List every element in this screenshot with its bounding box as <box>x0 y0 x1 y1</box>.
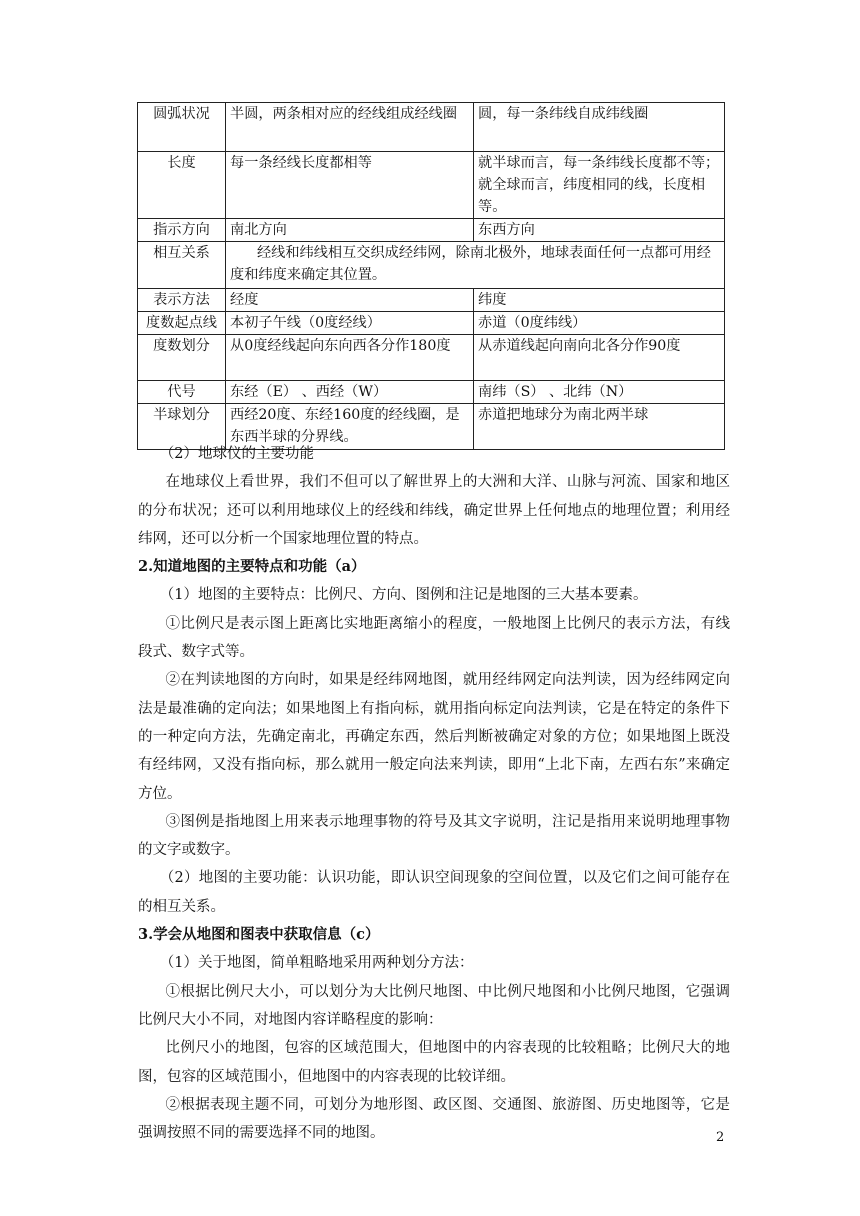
paragraph: （1）关于地图，简单粗略地采用两种划分方法： <box>159 955 474 972</box>
relation-cell: 经线和纬线相互交织成经纬网，除南北极外，地球表面任何一点都可用经度和纬度来确定其位置。 <box>226 242 725 289</box>
row-label: 相互关系 <box>138 242 226 289</box>
table-row <box>138 312 725 335</box>
meridian-parallel-table <box>137 102 725 450</box>
meridian-cell: 半圆，两条相对应的经线组成经线圈 <box>226 103 474 152</box>
body-text <box>138 440 730 1147</box>
table-row <box>138 152 725 219</box>
row-label: 表示方法 <box>138 289 226 312</box>
meridian-cell: 本初子午线（0度经线） <box>226 312 474 335</box>
parallel-cell: 圆，每一条纬线自成纬线圈 <box>474 103 725 152</box>
meridian-cell: 西经20度、东经160度的经线圈，是东西半球的分界线。 <box>226 404 474 450</box>
subheading-globe-function: （2）地球仪的主要功能 <box>159 446 314 462</box>
paragraph: 比例尺小的地图，包容的区域范围大，但地图中的内容表现的比较粗略；比例尺大的地图，包容的区域范围小，但地图中的内容表现的比较详细。 <box>138 1040 730 1085</box>
section-heading-2: 2.知道地图的主要特点和功能（a） <box>138 558 366 576</box>
table-row <box>138 103 725 152</box>
parallel-cell: 赤道把地球分为南北两半球 <box>474 404 725 450</box>
row-label: 度数起点线 <box>138 312 226 335</box>
parallel-cell: 南纬（S） 、北纬（N） <box>474 381 725 404</box>
parallel-cell: 东西方向 <box>474 219 725 242</box>
row-label: 长度 <box>138 152 226 219</box>
paragraph: 在地球仪上看世界，我们不但可以了解世界上的大洲和大洋、山脉与河流、国家和地区的分布状况；还可以利用地球仪上的经线和纬线，确定世界上任何地点的地理位置；利用经纬网，还可以分析一个国家地理位置的特点。 <box>138 474 730 547</box>
paragraph: ③图例是指地图上用来表示地理事物的符号及其文字说明，注记是指用来说明地理事物的文字或数字。 <box>138 813 730 859</box>
page-number: 2 <box>716 1130 725 1145</box>
paragraph: ①比例尺是表示图上距离比实地距离缩小的程度，一般地图上比例尺的表示方法，有线段式、数字式等。 <box>138 615 730 661</box>
table-row <box>138 335 725 381</box>
meridian-cell: 南北方向 <box>226 219 474 242</box>
table-row <box>138 219 725 242</box>
row-label: 圆弧状况 <box>138 103 226 152</box>
row-label: 度数划分 <box>138 335 226 381</box>
table-body <box>138 103 725 450</box>
meridian-cell: 从0度经线起向东向西各分作180度 <box>226 335 474 381</box>
row-label: 指示方向 <box>138 219 226 242</box>
parallel-cell: 纬度 <box>474 289 725 312</box>
meridian-cell: 东经（E） 、西经（W） <box>226 381 474 404</box>
section-heading-3: 3.学会从地图和图表中获取信息（c） <box>138 926 380 944</box>
table-row <box>138 289 725 312</box>
meridian-cell: 每一条经线长度都相等 <box>226 152 474 219</box>
paragraph: （1）地图的主要特点：比例尺、方向、图例和注记是地图的三大基本要素。 <box>159 587 648 604</box>
meridian-cell: 经度 <box>226 289 474 312</box>
parallel-cell: 从赤道线起向南向北各分作90度 <box>474 335 725 381</box>
paragraph: （2）地图的主要功能：认识功能，即认识空间现象的空间位置，以及它们之间可能存在的相互关系。 <box>138 870 730 915</box>
row-label: 代号 <box>138 381 226 404</box>
table-row <box>138 381 725 404</box>
paragraph: ②根据表现主题不同，可划分为地形图、政区图、交通图、旅游图、历史地图等，它是强调按照不同的需要选择不同的地图。 <box>138 1096 730 1142</box>
row-label: 半球划分 <box>138 404 226 450</box>
parallel-cell: 就半球而言，每一条纬线长度都不等；就全球而言，纬度相同的线，长度相等。 <box>474 152 725 219</box>
paragraph: ②在判读地图的方向时，如果是经纬网地图，就用经纬网定向法判读，因为经纬网定向法是最准确的定向法；如果地图上有指向标，就用指向标定向法判读，它是在特定的条件下的一种定向方法，先确定南北，再确定东西，然后判断被确定对象的方位；如果地图上既没有经纬网，又没有指向标，那么就用一般定向法来判读，即用“上北下南，左西右东”来确定方位。 <box>138 672 730 802</box>
table-row <box>138 242 725 289</box>
parallel-cell: 赤道（0度纬线） <box>474 312 725 335</box>
paragraph: ①根据比例尺大小，可以划分为大比例尺地图、中比例尺地图和小比例尺地图，它强调比例尺大小不同，对地图内容详略程度的影响： <box>138 983 730 1028</box>
